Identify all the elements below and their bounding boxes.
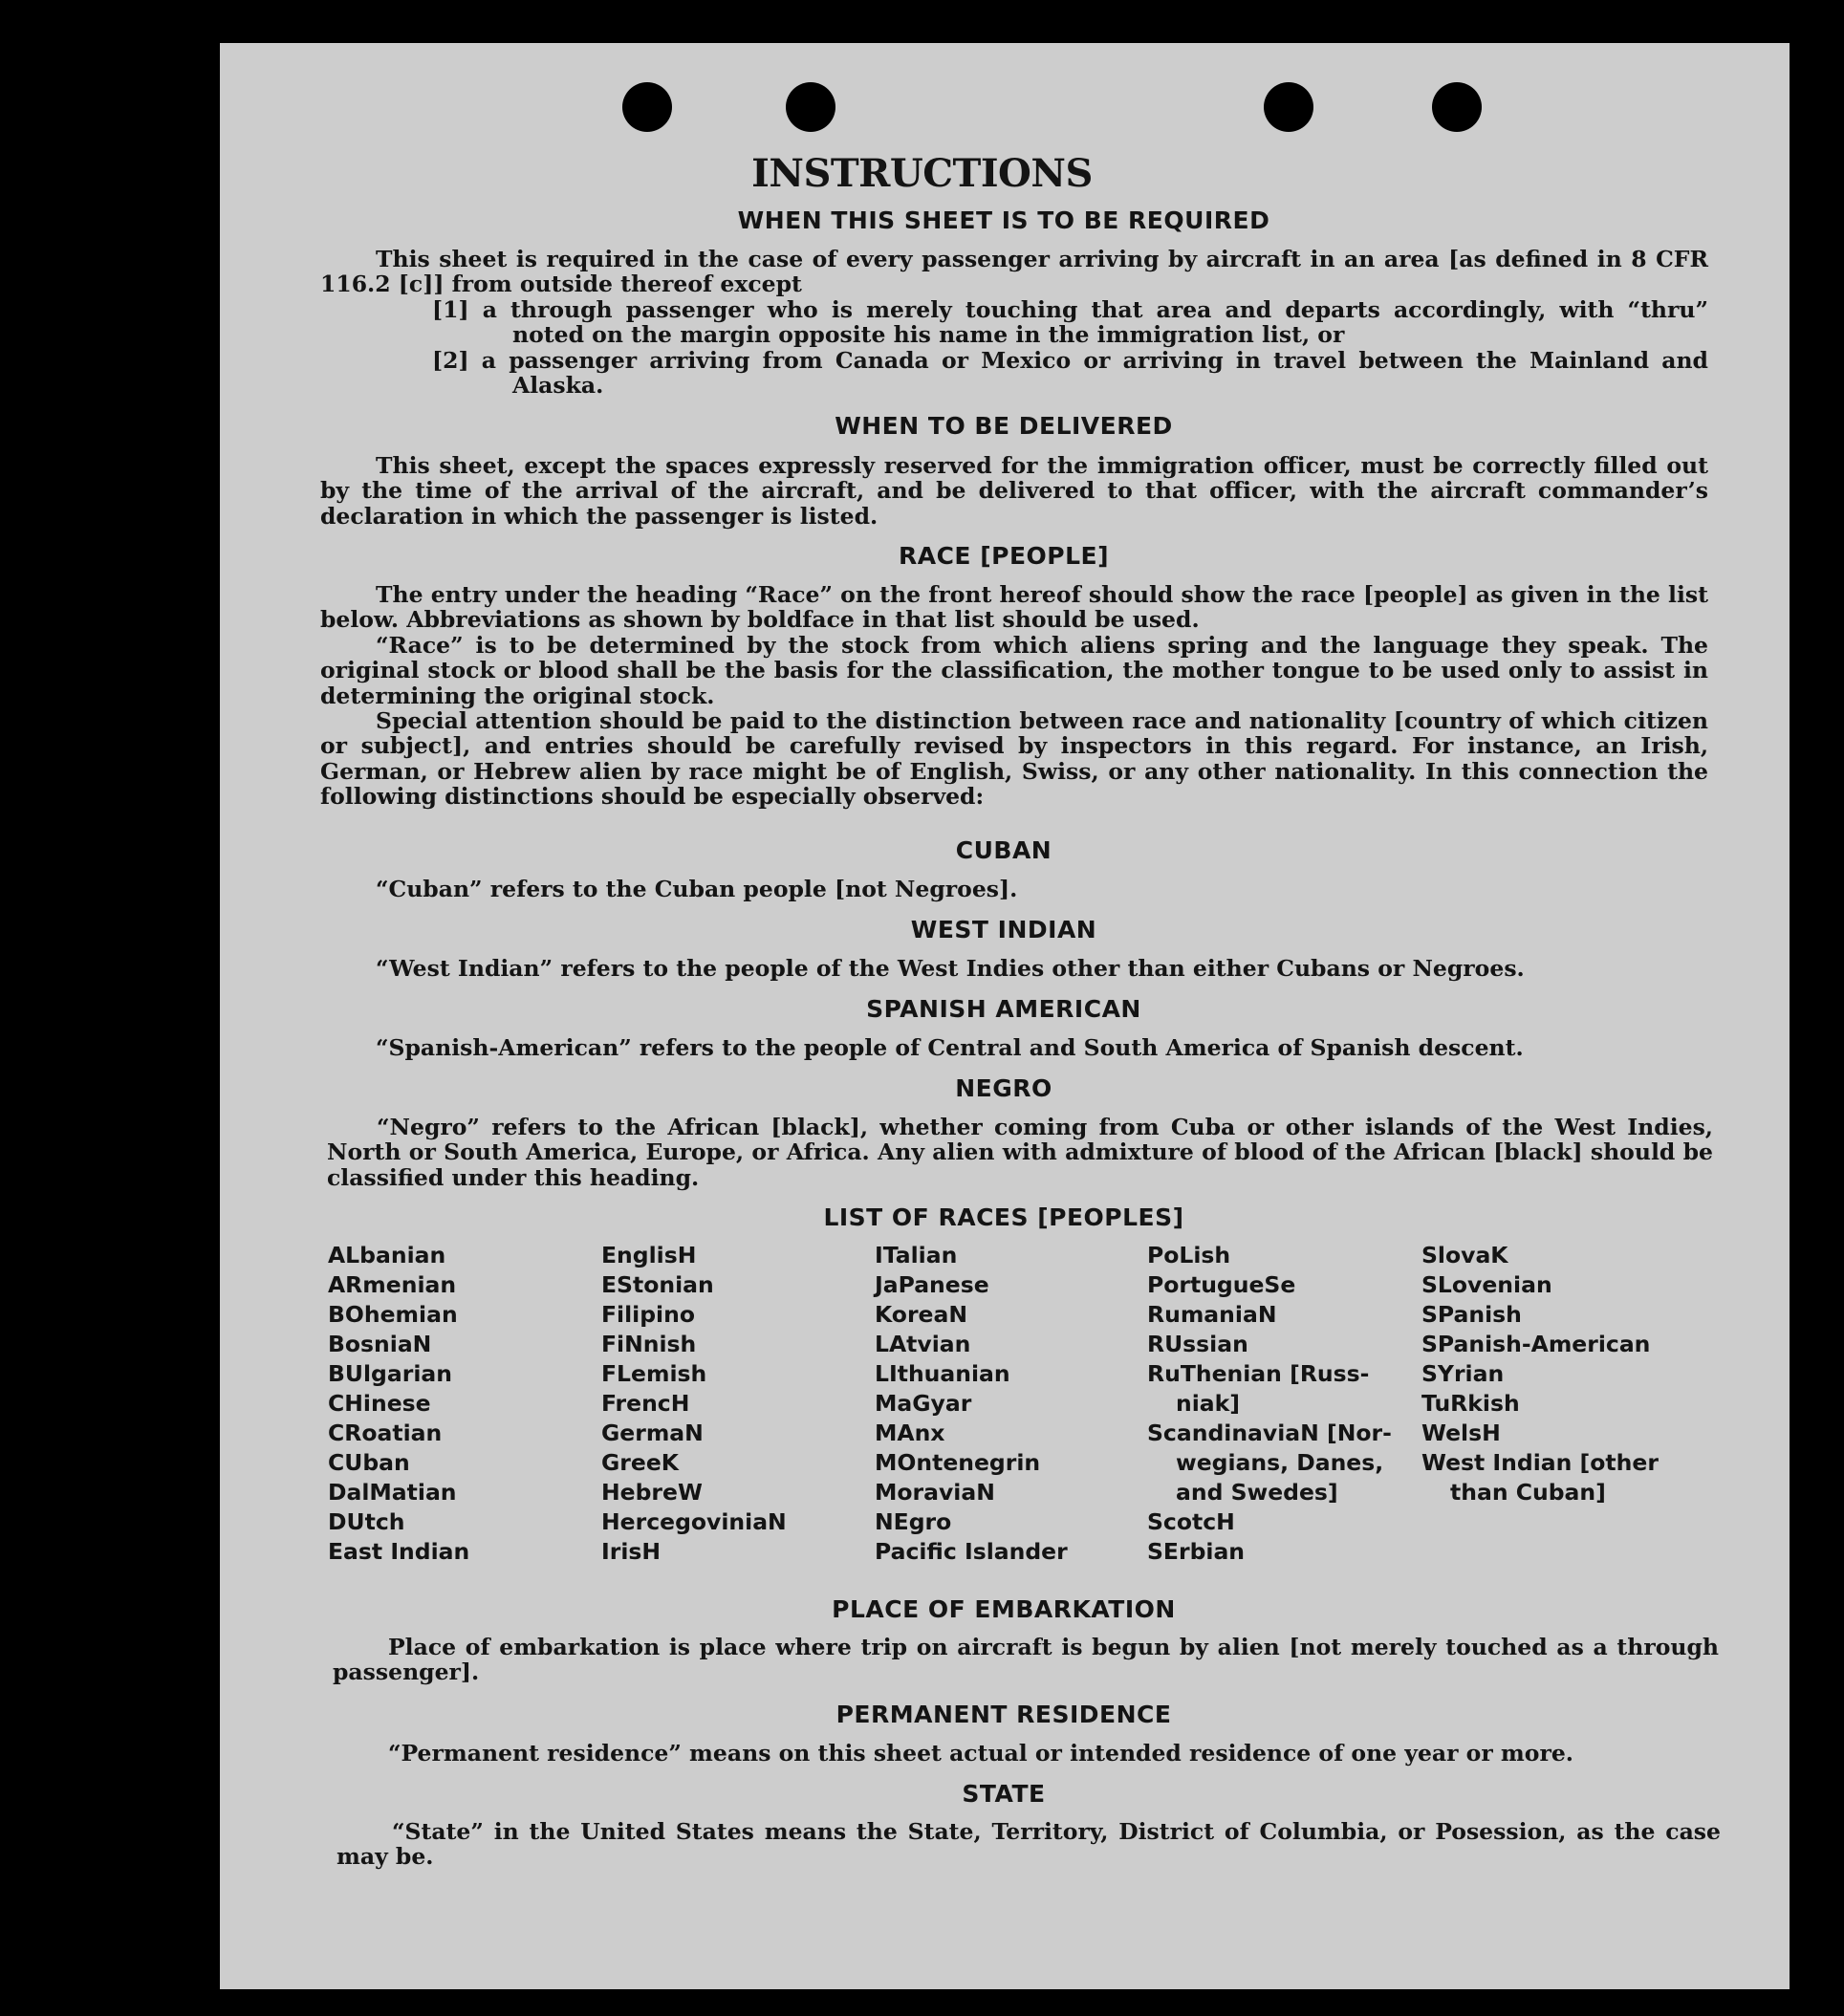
race-item: SlovaK <box>1421 1242 1508 1268</box>
heading-permanent-residence: PERMANENT RESIDENCE <box>835 1701 1172 1728</box>
race-item: DUtch <box>328 1508 405 1535</box>
race-item: EStonian <box>601 1271 714 1298</box>
race-item: ScandinaviaN [Nor- <box>1147 1420 1392 1446</box>
heading-west-indian: WEST INDIAN <box>910 916 1097 943</box>
race-item: HercegoviniaN <box>601 1508 787 1535</box>
race-item: Filipino <box>601 1301 695 1328</box>
race-item-continued: and Swedes] <box>1176 1479 1338 1506</box>
negro-text: “Negro” refers to the African [black], whether coming from Cuba or other islands of the West Indies, North or South America, Europe, or Africa. Any alien with admixture of blood of the African [black] should be classified under this heading. <box>327 1114 1713 1191</box>
race-item: PortugueSe <box>1147 1271 1296 1298</box>
when-required-item-2: [2] a passenger arriving from Canada or Mexico or arriving in travel between the Mainland and Alaska. <box>432 347 1708 400</box>
heading-negro: NEGRO <box>955 1074 1052 1102</box>
heading-spanish-american: SPANISH AMERICAN <box>866 995 1141 1023</box>
race-item: JaPanese <box>875 1271 989 1298</box>
punch-hole-2 <box>786 82 835 132</box>
race-item: RUssian <box>1147 1331 1248 1357</box>
heading-place-of-embarkation: PLACE OF EMBARKATION <box>832 1595 1176 1623</box>
heading-race: RACE [PEOPLE] <box>898 542 1110 570</box>
race-paragraph-3: Special attention should be paid to the distinction between race and nationality [country of which citizen or subject], and entries should be carefully revised by inspectors in this regard. For instance, an Irish, German, or Hebrew alien by race might be of English, Swiss, or any other nationality. In this connection the following distinctions should be especially observed: <box>320 707 1708 810</box>
race-item: GreeK <box>601 1449 679 1476</box>
race-item: CHinese <box>328 1390 431 1417</box>
race-item: BOhemian <box>328 1301 458 1328</box>
state-text: “State” in the United States means the State, Territory, District of Columbia, or Posession, as the case may be. <box>336 1818 1721 1871</box>
race-item: IrisH <box>601 1538 662 1565</box>
race-item: FiNnish <box>601 1331 697 1357</box>
races-column-2 <box>601 1241 869 1567</box>
race-item: MoraviaN <box>875 1479 995 1506</box>
race-item: FLemish <box>601 1360 707 1387</box>
race-item: SPanish <box>1421 1301 1522 1328</box>
heading-when-required: WHEN THIS SHEET IS TO BE REQUIRED <box>737 206 1270 234</box>
race-item-continued: wegians, Danes, <box>1176 1449 1384 1476</box>
races-column-4 <box>1147 1241 1415 1567</box>
race-item: DalMatian <box>328 1479 457 1506</box>
heading-state: STATE <box>962 1780 1046 1808</box>
race-item: SPanish-American <box>1421 1331 1651 1357</box>
race-paragraph-1: The entry under the heading “Race” on the front hereof should show the race [people] as given in the list below. Abbreviations as shown by boldface in that list should be used. <box>320 581 1708 634</box>
punch-hole-1 <box>622 82 672 132</box>
race-item-continued: than Cuban] <box>1450 1479 1606 1506</box>
races-column-1 <box>328 1241 596 1567</box>
race-item: WelsH <box>1421 1420 1501 1446</box>
race-item: CUban <box>328 1449 410 1476</box>
race-item-continued: niak] <box>1176 1390 1241 1417</box>
page-title: INSTRUCTIONS <box>751 151 1093 196</box>
race-item: RumaniaN <box>1147 1301 1277 1328</box>
race-item: KoreaN <box>875 1301 967 1328</box>
race-item: HebreW <box>601 1479 703 1506</box>
when-required-intro: This sheet is required in the case of every passenger arriving by aircraft in an area [as defined in 8 CFR 116.2 [c]] from outside thereof except <box>320 246 1708 298</box>
race-item: LIthuanian <box>875 1360 1010 1387</box>
race-item: RuThenian [Russ- <box>1147 1360 1370 1387</box>
punch-hole-3 <box>1264 82 1313 132</box>
races-column-3 <box>875 1241 1142 1567</box>
race-item: SErbian <box>1147 1538 1246 1565</box>
race-item: BosniaN <box>328 1331 432 1357</box>
race-item: ITalian <box>875 1242 958 1268</box>
race-item: ARmenian <box>328 1271 457 1298</box>
when-required-item-1: [1] a through passenger who is merely touching that area and departs accordingly, with “thru” noted on the margin opposite his name in the immigration list, or <box>432 296 1708 349</box>
embarkation-text: Place of embarkation is place where trip on aircraft is begun by alien [not merely touched as a through passenger]. <box>333 1634 1719 1686</box>
heading-cuban: CUBAN <box>955 836 1052 864</box>
heading-when-delivered: WHEN TO BE DELIVERED <box>835 412 1173 440</box>
race-paragraph-2: “Race” is to be determined by the stock from which aliens spring and the language they speak. The original stock or blood shall be the basis for the classification, the mother tongue to be used only to assist in determining the original stock. <box>320 632 1708 709</box>
race-item: Pacific Islander <box>875 1538 1068 1565</box>
race-item: SLovenian <box>1421 1271 1552 1298</box>
races-column-5 <box>1421 1241 1689 1507</box>
race-item: EnglisH <box>601 1242 697 1268</box>
race-item: ALbanian <box>328 1242 446 1268</box>
spanish-american-text: “Spanish-American” refers to the people of Central and South America of Spanish descent. <box>376 1034 1524 1061</box>
heading-list-of-races: LIST OF RACES [PEOPLES] <box>823 1203 1184 1231</box>
west-indian-text: “West Indian” refers to the people of the West Indies other than either Cubans or Negroes. <box>376 955 1525 982</box>
race-item: MAnx <box>875 1420 945 1446</box>
punch-hole-4 <box>1432 82 1482 132</box>
race-item: BUlgarian <box>328 1360 452 1387</box>
race-item: FrencH <box>601 1390 690 1417</box>
race-item: GermaN <box>601 1420 704 1446</box>
race-item: LAtvian <box>875 1331 971 1357</box>
race-item: West Indian [other <box>1421 1449 1659 1476</box>
race-item: PoLish <box>1147 1242 1231 1268</box>
residence-text: “Permanent residence” means on this sheet actual or intended residence of one year or more. <box>388 1740 1573 1767</box>
race-item: MaGyar <box>875 1390 972 1417</box>
race-item: MOntenegrin <box>875 1449 1041 1476</box>
race-item: CRoatian <box>328 1420 443 1446</box>
race-item: East Indian <box>328 1538 470 1565</box>
race-item: TuRkish <box>1421 1390 1520 1417</box>
cuban-text: “Cuban” refers to the Cuban people [not Negroes]. <box>376 876 1018 902</box>
when-delivered-text: This sheet, except the spaces expressly reserved for the immigration officer, must be correctly filled out by the time of the arrival of the aircraft, and be delivered to that officer, with the aircraft commander’s declaration in which the passenger is listed. <box>320 452 1708 530</box>
race-item: ScotcH <box>1147 1508 1235 1535</box>
race-item: SYrian <box>1421 1360 1505 1387</box>
race-item: NEgro <box>875 1508 952 1535</box>
